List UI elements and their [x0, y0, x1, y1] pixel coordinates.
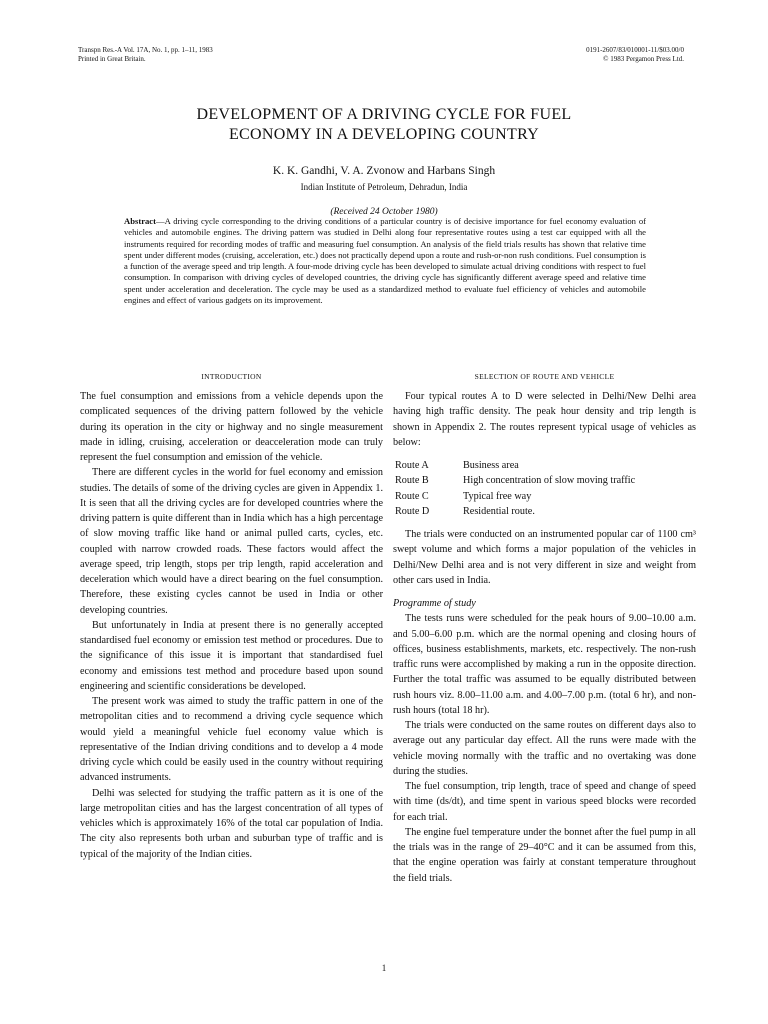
route-item: [395, 504, 696, 519]
right-column: [393, 372, 696, 886]
route-description: Business area: [463, 460, 519, 471]
issn-line: 0191-2607/83/010001-11/$03.00/0: [586, 46, 684, 54]
abstract-label: Abstract: [124, 216, 156, 226]
vehicle-paragraph: The trials were conducted on an instrumented popular car of 1100 cm³ swept volume and which forms a major population of the vehicles in Delhi/New Delhi area and is not very different in size and weight from other cars used in India.: [393, 529, 696, 586]
programme-paragraph: The tests runs were scheduled for the peak hours of 9.00–10.00 a.m. and 5.00–6.00 p.m. which are the normal opening and closing hours of offices, business establishments, markets, etc. respectively. The non-rush traffic runs were accomplished by making a run in the opposite direction. Further the total traffic was assumed to be equally distributed between rush hours viz. 8.00–11.00 a.m. and 4.00–7.00 p.m. (total 6 hr), and non-rush hours (total 18 hr).: [393, 613, 696, 716]
page-number: 1: [381, 963, 387, 973]
affiliation: Indian Institute of Petroleum, Dehradun, India: [300, 182, 468, 192]
intro-paragraph: But unfortunately in India at present there is no generally accepted standardised fuel economy or emission test method or procedures. Due to the significance of this issue it is important that standardised fuel economy and emissions test method and procedure based upon sound engineering and scientific considerations be developed.: [80, 619, 383, 692]
route-item: [395, 473, 696, 488]
route-description: Typical free way: [463, 490, 532, 502]
route-description: Residential route.: [463, 505, 535, 517]
intro-paragraph: There are different cycles in the world for fuel economy and emission studies. The details of some of the driving cycles are given in Appendix 1. It is seen that all the driving cycles are for developed countries where the driving pattern is quite different than in India which has a high percentage of slow moving traffic like hand or animal pulled carts, cycles, etc. coupled with narrow crowded roads. These factors would affect the average speed, trip length, stops per trip length, rapid acceleration and deceleration which would have a direct bearing on the fuel consumption. Therefore, these existing cycles cannot be used in India or other developing countries.: [80, 467, 383, 616]
section-heading-route-selection: SELECTION OF ROUTE AND VEHICLE: [474, 372, 615, 381]
intro-paragraph: The present work was aimed to study the traffic pattern in one of the metropolitan cities and to recommend a driving cycle sequence which would yield a meaningful vehicle fuel economy value which is representative of the Indian driving conditions and to develop a 4 mode driving cycle which could be easily used in the country without requiring advanced instruments.: [80, 696, 383, 784]
route-name: Route A: [395, 460, 429, 471]
abstract: [124, 216, 646, 306]
route-name: Route B: [395, 475, 429, 487]
printed-line: Printed in Great Britain.: [78, 55, 146, 63]
left-column: [80, 372, 383, 862]
route-name: Route D: [395, 505, 430, 517]
publisher-code: [586, 46, 684, 64]
route-list: [395, 458, 696, 519]
route-intro-paragraph: Four typical routes A to D were selected in Delhi/New Delhi area having high traffic density. The peak hour density and trip length is shown in Appendix 2. The routes represent typical usage of vehicles as below:: [393, 391, 696, 448]
intro-paragraph: Delhi was selected for studying the traffic pattern as it is one of the large metropolitan cities and has the largest concentration of all types of vehicles which is approximately 16% of the total car population of India. The city also represents both urban and suburban type of traffic and is typical of the majority of the Indian cities.: [80, 787, 383, 860]
journal-citation: [78, 46, 213, 64]
route-name: Route C: [395, 490, 429, 502]
title-line-1: DEVELOPMENT OF A DRIVING CYCLE FOR FUEL: [196, 106, 572, 123]
route-description: High concentration of slow moving traffic: [463, 475, 636, 487]
paper-title: [0, 105, 768, 145]
route-item: [395, 458, 696, 473]
subheading-programme: Programme of study: [393, 598, 476, 609]
programme-paragraph: The trials were conducted on the same routes on different days also to average out any particular day effect. All the runs were made with the vehicle moving normally with the traffic and no overtaking was done during the studies.: [393, 720, 696, 777]
route-item: [395, 489, 696, 504]
title-line-2: ECONOMY IN A DEVELOPING COUNTRY: [228, 126, 540, 143]
programme-paragraph: The fuel consumption, trip length, trace of speed and change of speed with time (ds/dt), and time spent in various speed blocks were recorded for each trial.: [393, 781, 696, 823]
programme-paragraph: The engine fuel temperature under the bonnet after the fuel pump in all the trials was in the range of 29–40°C and it can be assumed from this, that the engine operation was fairly at constant temperature throughout the field trials.: [393, 826, 696, 884]
section-heading-introduction: INTRODUCTION: [201, 372, 262, 381]
journal-line: Transpn Res.-A Vol. 17A, No. 1, pp. 1–11, 1983: [78, 46, 213, 54]
received-date: (Received 24 October 1980): [330, 207, 438, 217]
intro-paragraph: The fuel consumption and emissions from a vehicle depends upon the complicated sequences of the driving pattern followed by the vehicle during its operation in the city or highway and no single measurement made in idling, cruising, acceleration or deacceleration mode can truly represent the fuel consumption and emission of the vehicle.: [80, 391, 383, 463]
author-list: K. K. Gandhi, V. A. Zvonow and Harbans Singh: [272, 165, 496, 177]
copyright-line: © 1983 Pergamon Press Ltd.: [603, 55, 684, 63]
abstract-text: —A driving cycle corresponding to the driving conditions of a particular country is of decisive importance for fuel economy evaluation of vehicles and automobile engines. The driving pattern was studied in Delhi along four representative routes using a test car equipped with all the instruments required for recording modes of traffic and measuring fuel consumption. An analysis of the field trials results has shown that relative time spent under different modes (cruising, acceleration, etc.) does not practically depend upon a route and rush-or-non rush conditions. Fuel consumption is a function of the average speed and trip length. A four-mode driving cycle has been developed to simulate actual driving conditions with respect to fuel consumption. In comparison with driving cycles of developed countries, the driving cycle has significantly different average speed and relative time spent under acceleration and deceleration. The cycle may be used as a standardized method to evaluate fuel efficiency of vehicles and automobile engines and effect of various gadgets on its improvement.: [124, 216, 646, 306]
